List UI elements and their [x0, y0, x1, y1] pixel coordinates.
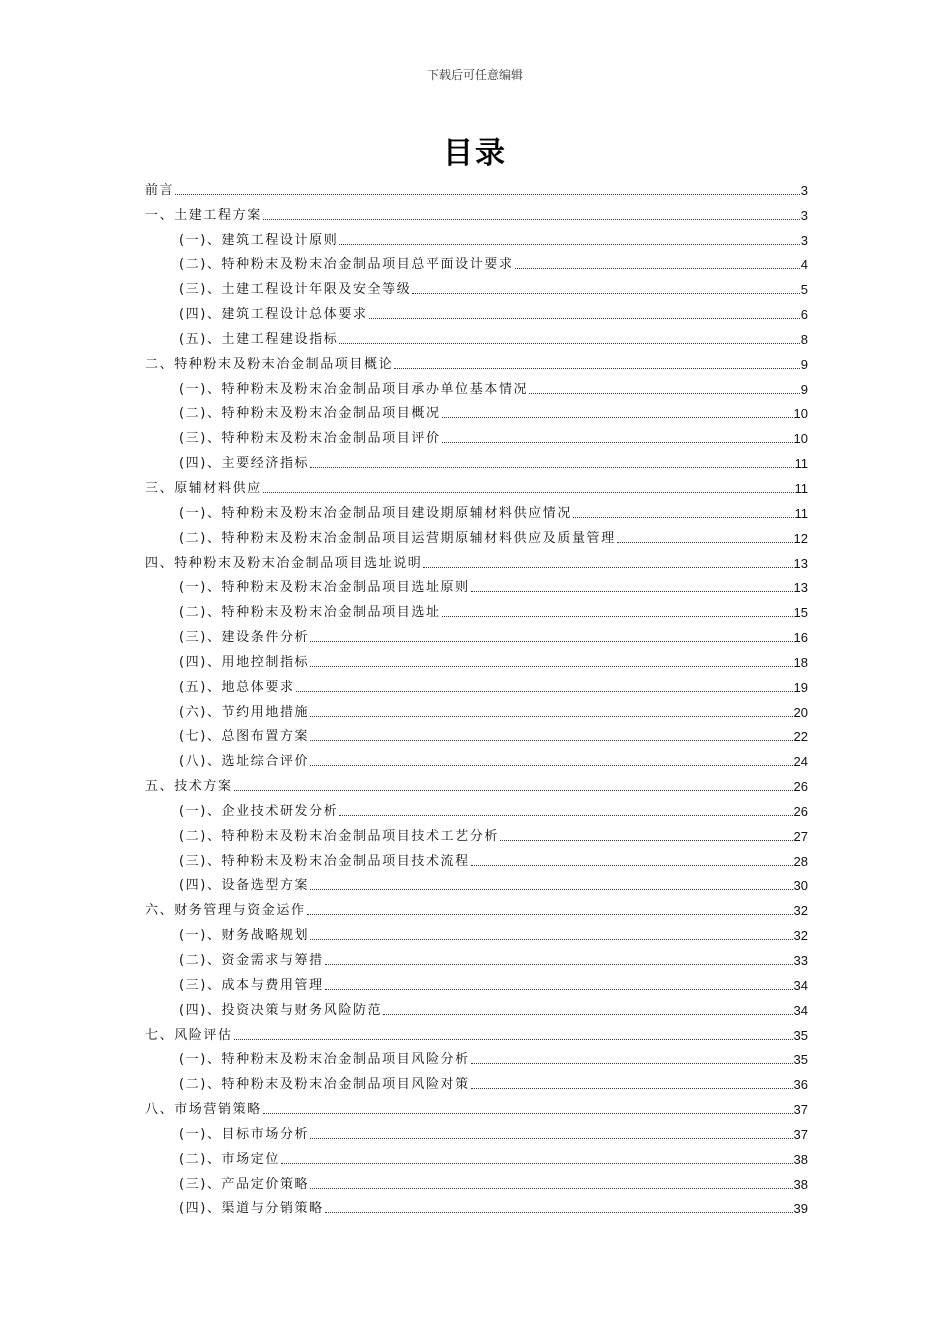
toc-entry-page-number: 3 — [800, 182, 808, 198]
toc-entry[interactable] — [145, 497, 808, 522]
toc-dot-leader — [339, 815, 792, 816]
toc-entry-page-number: 9 — [800, 381, 808, 397]
toc-dot-leader — [573, 517, 794, 518]
toc-dot-leader — [383, 1014, 792, 1015]
toc-entry[interactable] — [145, 721, 808, 746]
toc-dot-leader — [234, 1039, 793, 1040]
toc-entry-label: (一)、财务战略规划 — [179, 928, 310, 944]
toc-entry[interactable] — [145, 373, 808, 398]
toc-entry-page-number: 38 — [793, 1176, 808, 1192]
toc-entry-label: (四)、渠道与分销策略 — [179, 1201, 324, 1217]
toc-entry-page-number: 5 — [800, 282, 808, 298]
toc-entry-label: (二)、特种粉末及粉末冶金制品项目运营期原辅材料供应及质量管理 — [179, 530, 616, 546]
toc-dot-leader — [369, 318, 800, 319]
toc-entry[interactable] — [145, 870, 808, 895]
toc-entry-label: (四)、主要经济指标 — [179, 456, 310, 472]
toc-entry[interactable] — [145, 522, 808, 547]
toc-entry[interactable] — [145, 621, 808, 646]
toc-entry[interactable] — [145, 249, 808, 274]
toc-entry[interactable] — [145, 273, 808, 298]
toc-entry[interactable] — [145, 1068, 808, 1093]
toc-entry-label: (三)、产品定价策略 — [179, 1176, 310, 1192]
toc-entry-page-number: 26 — [793, 803, 808, 819]
toc-entry-label: (三)、成本与费用管理 — [179, 977, 324, 993]
toc-entry[interactable] — [145, 919, 808, 944]
toc-entry-label: (五)、地总体要求 — [179, 679, 295, 695]
toc-dot-leader — [412, 293, 799, 294]
toc-dot-leader — [471, 865, 793, 866]
toc-list — [145, 174, 808, 1217]
toc-entry-page-number: 39 — [793, 1201, 808, 1217]
toc-entry[interactable] — [145, 199, 808, 224]
toc-entry-label: 三、原辅材料供应 — [145, 480, 262, 496]
toc-entry-label: 六、财务管理与资金运作 — [145, 903, 306, 919]
toc-entry-page-number: 11 — [794, 505, 808, 521]
toc-entry-page-number: 13 — [793, 555, 808, 571]
toc-entry-label: (三)、特种粉末及粉末冶金制品项目技术流程 — [179, 853, 470, 869]
toc-entry-page-number: 3 — [800, 232, 808, 248]
toc-dot-leader — [310, 765, 792, 766]
toc-entry-page-number: 6 — [800, 307, 808, 323]
toc-entry-page-number: 35 — [793, 1027, 808, 1043]
toc-entry[interactable] — [145, 1143, 808, 1168]
toc-entry-label: (一)、企业技术研发分析 — [179, 803, 339, 819]
toc-entry[interactable] — [145, 1193, 808, 1218]
toc-entry-label: (三)、特种粉末及粉末冶金制品项目评价 — [179, 431, 441, 447]
toc-entry-label: 七、风险评估 — [145, 1027, 233, 1043]
toc-entry[interactable] — [145, 820, 808, 845]
toc-entry-page-number: 30 — [793, 878, 808, 894]
toc-entry-label: 五、技术方案 — [145, 779, 233, 795]
toc-entry[interactable] — [145, 348, 808, 373]
toc-entry-label: (一)、特种粉末及粉末冶金制品项目承办单位基本情况 — [179, 381, 529, 397]
toc-entry[interactable] — [145, 1019, 808, 1044]
toc-entry[interactable] — [145, 696, 808, 721]
toc-entry-page-number: 32 — [793, 928, 808, 944]
toc-entry[interactable] — [145, 969, 808, 994]
toc-dot-leader — [339, 244, 799, 245]
toc-dot-leader — [234, 790, 793, 791]
toc-entry-page-number: 34 — [793, 1002, 808, 1018]
toc-dot-leader — [310, 889, 792, 890]
toc-entry-page-number: 10 — [793, 406, 808, 422]
page-header: 下载后可任意编辑 — [426, 68, 523, 82]
toc-entry-page-number: 37 — [793, 1126, 808, 1142]
toc-entry-label: (一)、建筑工程设计原则 — [179, 232, 339, 248]
toc-entry[interactable] — [145, 795, 808, 820]
toc-entry-page-number: 38 — [793, 1151, 808, 1167]
toc-entry[interactable] — [145, 770, 808, 795]
toc-entry[interactable] — [145, 472, 808, 497]
toc-dot-leader — [296, 691, 793, 692]
toc-entry-page-number: 32 — [793, 903, 808, 919]
toc-entry[interactable] — [145, 422, 808, 447]
toc-entry-label: 四、特种粉末及粉末冶金制品项目选址说明 — [145, 555, 423, 571]
toc-entry-label: (六)、节约用地措施 — [179, 704, 310, 720]
toc-entry-page-number: 9 — [800, 356, 808, 372]
toc-entry-page-number: 22 — [793, 729, 808, 745]
toc-entry-label: (二)、特种粉末及粉末冶金制品项目技术工艺分析 — [179, 828, 499, 844]
toc-dot-leader — [310, 939, 792, 940]
toc-dot-leader — [617, 542, 793, 543]
toc-entry-label: 一、土建工程方案 — [145, 207, 262, 223]
toc-entry[interactable] — [145, 994, 808, 1019]
toc-dot-leader — [339, 343, 799, 344]
toc-entry-page-number: 27 — [793, 828, 808, 844]
toc-dot-leader — [310, 666, 792, 667]
toc-dot-leader — [263, 219, 800, 220]
toc-entry-label: (二)、市场定位 — [179, 1151, 280, 1167]
toc-entry[interactable] — [145, 174, 808, 199]
toc-entry-page-number: 35 — [793, 1052, 808, 1068]
toc-entry-page-number: 19 — [793, 679, 808, 695]
toc-entry-label: 八、市场营销策略 — [145, 1102, 262, 1118]
toc-entry-label: (四)、投资决策与财务风险防范 — [179, 1002, 383, 1018]
toc-dot-leader — [325, 989, 793, 990]
toc-entry-label: (一)、特种粉末及粉末冶金制品项目建设期原辅材料供应情况 — [179, 505, 572, 521]
toc-entry-page-number: 13 — [793, 580, 808, 596]
toc-dot-leader — [325, 1212, 793, 1213]
toc-entry-page-number: 33 — [793, 953, 808, 968]
toc-dot-leader — [471, 591, 793, 592]
toc-entry[interactable] — [145, 745, 808, 770]
toc-entry[interactable] — [145, 646, 808, 671]
toc-entry-page-number: 10 — [793, 431, 808, 447]
toc-dot-leader — [500, 840, 793, 841]
toc-dot-leader — [442, 417, 793, 418]
toc-entry-page-number: 34 — [793, 977, 808, 993]
toc-entry-label: (二)、特种粉末及粉末冶金制品项目选址 — [179, 605, 441, 621]
toc-entry-label: (四)、建筑工程设计总体要求 — [179, 307, 368, 323]
toc-entry-page-number: 24 — [793, 754, 808, 770]
toc-entry-page-number: 37 — [793, 1102, 808, 1118]
toc-entry-label: (三)、建设条件分析 — [179, 630, 310, 646]
toc-entry[interactable] — [145, 596, 808, 621]
toc-entry[interactable] — [145, 1118, 808, 1143]
toc-dot-leader — [263, 492, 794, 493]
toc-entry-label: 二、特种粉末及粉末冶金制品项目概论 — [145, 356, 394, 372]
toc-entry-label: (二)、资金需求与筹措 — [179, 953, 324, 968]
toc-entry-page-number: 18 — [793, 654, 808, 670]
toc-dot-leader — [310, 716, 792, 717]
toc-entry-page-number: 11 — [794, 480, 808, 496]
toc-entry[interactable] — [145, 398, 808, 423]
toc-entry-page-number: 12 — [793, 530, 808, 546]
toc-entry[interactable] — [145, 1044, 808, 1069]
toc-entry-label: (二)、特种粉末及粉末冶金制品项目总平面设计要求 — [179, 257, 514, 273]
toc-entry-page-number: 26 — [793, 779, 808, 795]
toc-entry-label: (八)、选址综合评价 — [179, 754, 310, 770]
toc-entry-page-number: 8 — [800, 331, 808, 347]
toc-dot-leader — [263, 1113, 793, 1114]
toc-dot-leader — [310, 641, 792, 642]
toc-entry-label: (五)、土建工程建设指标 — [179, 331, 339, 347]
toc-entry[interactable] — [145, 894, 808, 919]
toc-dot-leader — [442, 616, 793, 617]
toc-entry-label: (一)、目标市场分析 — [179, 1126, 310, 1142]
toc-entry[interactable] — [145, 1093, 808, 1118]
toc-entry[interactable] — [145, 671, 808, 696]
toc-entry-page-number: 16 — [793, 630, 808, 646]
toc-entry-label: 前言 — [145, 182, 175, 198]
toc-entry-label: (二)、特种粉末及粉末冶金制品项目概况 — [179, 406, 441, 422]
toc-entry-label: (三)、土建工程设计年限及安全等级 — [179, 282, 412, 298]
toc-dot-leader — [310, 740, 792, 741]
toc-dot-leader — [471, 1088, 793, 1089]
toc-entry[interactable] — [145, 547, 808, 572]
toc-entry-label: (二)、特种粉末及粉末冶金制品项目风险对策 — [179, 1077, 470, 1093]
toc-entry[interactable] — [145, 1168, 808, 1193]
toc-dot-leader — [281, 1163, 793, 1164]
toc-dot-leader — [471, 1063, 793, 1064]
toc-entry-page-number: 3 — [800, 207, 808, 223]
toc-entry[interactable] — [145, 944, 808, 969]
toc-dot-leader — [515, 268, 800, 269]
toc-dot-leader — [310, 1188, 792, 1189]
toc-dot-leader — [325, 964, 793, 965]
toc-entry-page-number: 20 — [793, 704, 808, 720]
toc-dot-leader — [394, 368, 800, 369]
toc-dot-leader — [442, 442, 793, 443]
toc-entry-page-number: 36 — [793, 1077, 808, 1093]
toc-dot-leader — [423, 567, 792, 568]
toc-dot-leader — [310, 1138, 792, 1139]
toc-dot-leader — [529, 393, 800, 394]
toc-entry-page-number: 15 — [793, 605, 808, 621]
toc-entry-label: (四)、用地控制指标 — [179, 654, 310, 670]
toc-entry[interactable] — [145, 323, 808, 348]
toc-dot-leader — [310, 467, 793, 468]
toc-entry-page-number: 11 — [794, 456, 808, 472]
toc-dot-leader — [307, 914, 793, 915]
toc-entry-page-number: 4 — [800, 257, 808, 273]
toc-title: 目录 — [443, 136, 507, 171]
toc-entry-label: (一)、特种粉末及粉末冶金制品项目风险分析 — [179, 1052, 470, 1068]
toc-dot-leader — [175, 194, 800, 195]
toc-entry-label: (一)、特种粉末及粉末冶金制品项目选址原则 — [179, 580, 470, 596]
toc-entry[interactable] — [145, 572, 808, 597]
toc-entry-label: (七)、总图布置方案 — [179, 729, 310, 745]
toc-entry-label: (四)、设备选型方案 — [179, 878, 310, 894]
toc-entry-page-number: 28 — [793, 853, 808, 869]
toc-entry[interactable] — [145, 224, 808, 249]
toc-entry[interactable] — [145, 298, 808, 323]
toc-entry[interactable] — [145, 447, 808, 472]
toc-entry[interactable] — [145, 845, 808, 870]
